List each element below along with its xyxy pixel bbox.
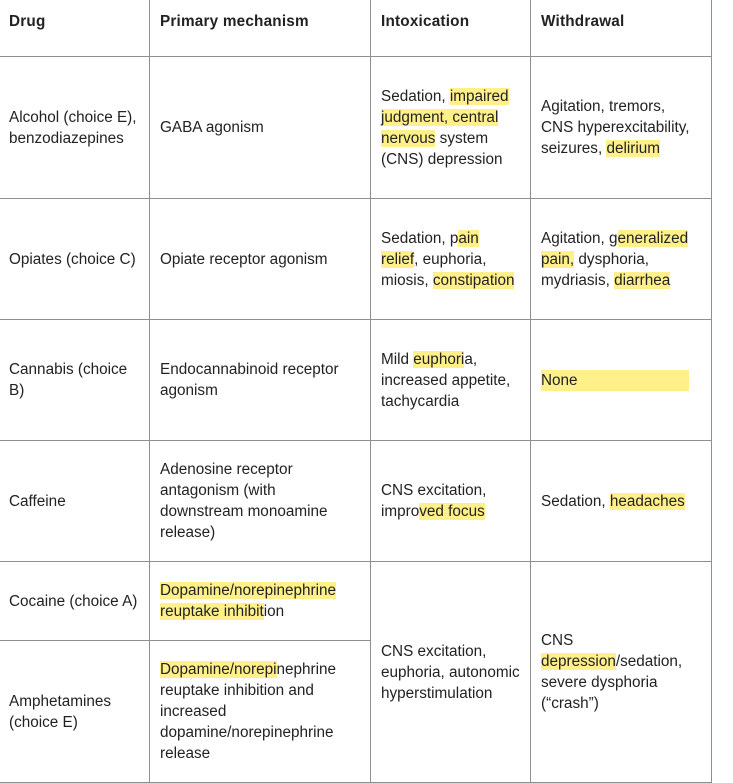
mechanism-cell (150, 641, 371, 783)
highlighted-text: eneralized pain, (541, 229, 689, 268)
cell-text: Sedation, (541, 492, 610, 510)
merged-withdrawal-cell (531, 562, 712, 783)
highlighted-text: None (541, 370, 689, 391)
intoxication-cell (371, 441, 531, 562)
cell-text: , euphoria, miosis, (381, 250, 487, 289)
table-row (0, 320, 712, 441)
cell-text: Sedation, p (381, 229, 459, 247)
drug-cell: Caffeine (0, 441, 150, 562)
withdrawal-cell (531, 320, 712, 441)
cell-text: /sedation, severe dysphoria (“crash”) (541, 653, 683, 712)
mechanism-cell (150, 320, 371, 441)
highlighted-text: Dopamine/norepi (160, 661, 277, 678)
cell-text: GABA agonism (160, 119, 264, 136)
table-row (0, 562, 712, 641)
intoxication-cell (371, 199, 531, 320)
highlighted-text: Dopamine/norepinephrine reuptake inhibit (160, 582, 337, 620)
withdrawal-cell (531, 199, 712, 320)
cell-text: Opiate receptor agonism (160, 250, 328, 268)
highlighted-text: delirium (606, 140, 661, 157)
drug-cell: Opiates (choice C) (0, 199, 150, 320)
cell-text: system (CNS) depression (381, 129, 503, 168)
merged-intoxication-cell (371, 562, 531, 783)
header-mechanism: Primary mechanism (150, 0, 371, 57)
header-withdrawal: Withdrawal (531, 0, 712, 57)
highlighted-text: ain relief (381, 229, 479, 268)
drug-cell: Alcohol (choice E), benzodiazepines (0, 57, 150, 199)
mechanism-cell (150, 57, 371, 199)
cell-text: CNS (541, 632, 574, 649)
highlighted-text: impaired judgment, central nervous (381, 87, 509, 147)
cell-text: nephrine reuptake inhibition and increased dopamine/norepinephrine release (160, 661, 337, 762)
cell-text: Endocannabinoid receptor agonism (160, 361, 339, 399)
cell-text: ion (263, 603, 285, 620)
table-row (0, 199, 712, 320)
mechanism-cell (150, 441, 371, 562)
table-row (0, 57, 712, 199)
header-drug: Drug (0, 0, 150, 57)
mechanism-cell (150, 562, 371, 641)
mechanism-cell (150, 199, 371, 320)
highlighted-text: ved focus (419, 503, 485, 520)
highlighted-text: headaches (609, 492, 685, 510)
cell-text: Adenosine receptor antagonism (with downstream monoamine release) (160, 461, 328, 541)
highlighted-text: constipation (432, 271, 515, 289)
cell-text: dysphoria, mydriasis, (541, 250, 649, 289)
header-intoxication: Intoxication (371, 0, 531, 57)
intoxication-cell (371, 57, 531, 199)
cell-text: CNS excitation, euphoria, autonomic hyperstimulation (381, 642, 520, 702)
withdrawal-cell (531, 57, 712, 199)
cell-text: CNS excitation, impro (381, 482, 487, 520)
cell-text: Sedation, (381, 87, 450, 105)
drug-cell: Amphetamines (choice E) (0, 641, 150, 783)
cell-text: Agitation, g (541, 229, 618, 247)
drug-cell: Cannabis (choice B) (0, 320, 150, 441)
drug-cell: Cocaine (choice A) (0, 562, 150, 641)
cell-text: a, increased appetite, tachycardia (381, 350, 511, 410)
intoxication-cell (371, 320, 531, 441)
cell-text: Agitation, tremors, CNS hyperexcitability, seizures, (541, 98, 690, 157)
highlighted-text: euphori (413, 350, 465, 368)
highlighted-text: diarrhea (614, 271, 671, 289)
highlighted-text: depression (541, 653, 616, 670)
table-header-row (0, 0, 712, 57)
withdrawal-cell (531, 441, 712, 562)
cell-text: Mild (381, 350, 414, 368)
table-row (0, 441, 712, 562)
